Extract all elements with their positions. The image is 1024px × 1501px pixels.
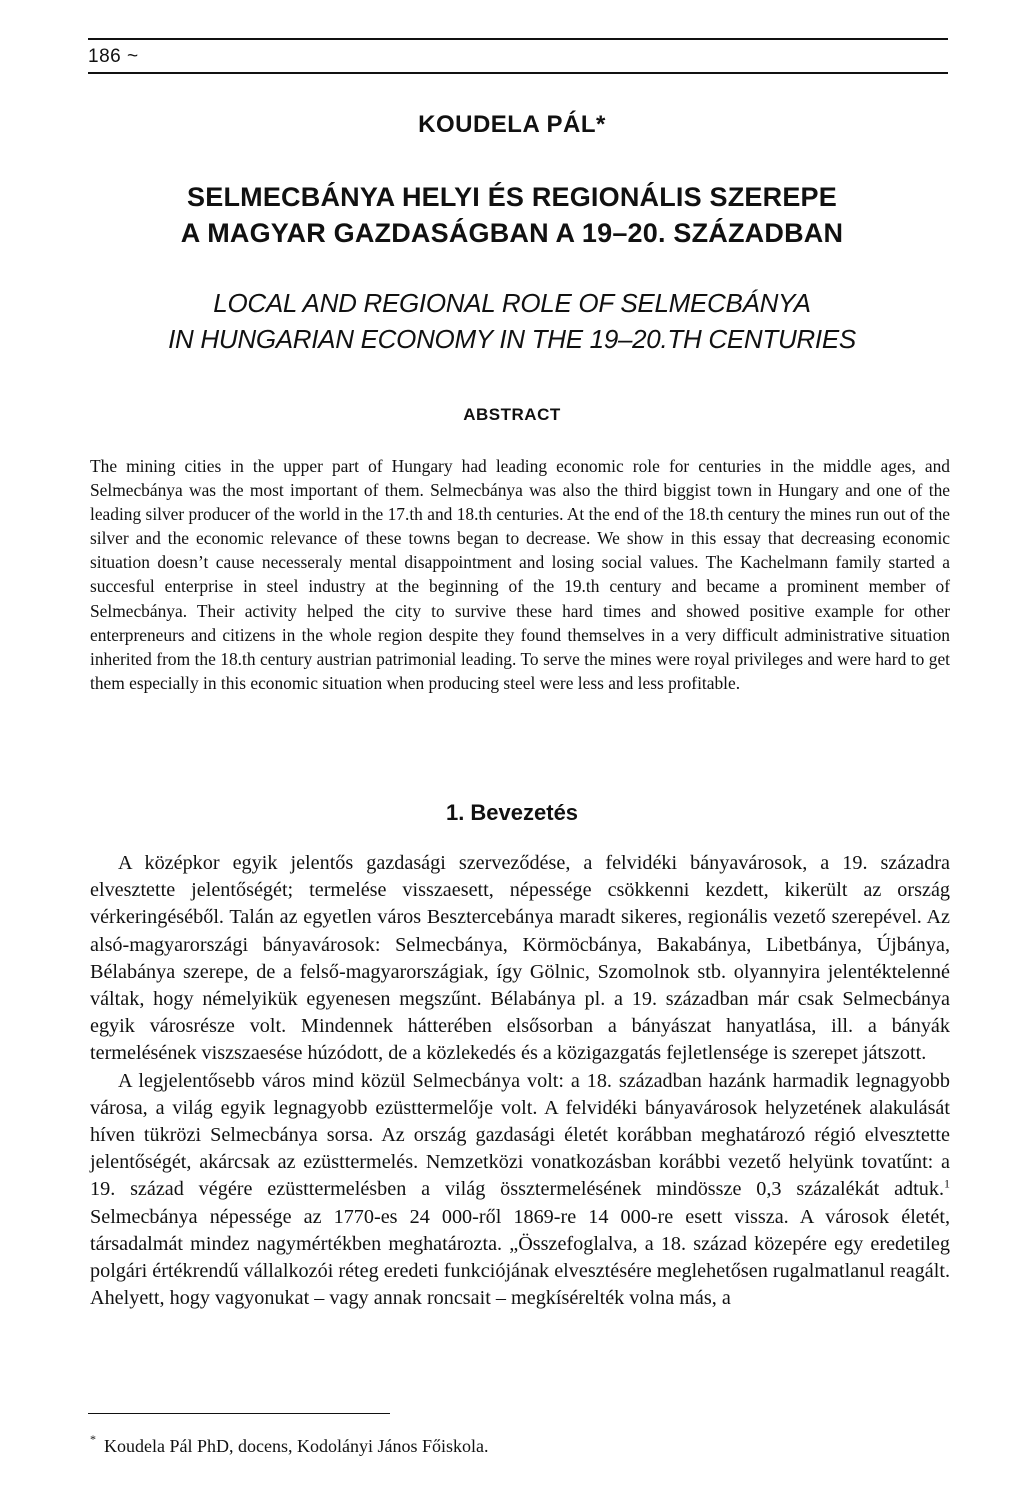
body-paragraph-2-part-1: A legjelentősebb város mind közül Selmecbánya volt: a 18. században hazánk harmadik legnagyobb városa, a világ egyik legnagyobb ezüsttermelője volt. A felvidéki bányavárosok helyzetének alakulását híven tükrözi Selmecbánya sorsa. Az ország gazdasági életét korábban meghatározó régió elvesztette jelentőségét, akárcsak az ezüsttermelés. Nemzetközi vonatkozásban korábbi vezető helyünk tovatűnt: a 19. század végére ezüsttermelésben a világ össztermelésének mindössze 0,3 százalékát adtuk. xyxy=(90,1069,950,1201)
abstract-heading: ABSTRACT xyxy=(463,405,561,424)
title-english-line-2: IN HUNGARIAN ECONOMY IN THE 19–20.TH CENTURIES xyxy=(168,324,856,354)
page-number: 186 ~ xyxy=(88,46,139,67)
body-paragraph-2 xyxy=(90,1068,950,1313)
title-hungarian-line-2: A MAGYAR GAZDASÁGBAN A 19–20. SZÁZADBAN xyxy=(180,218,844,248)
footnote-mark: * xyxy=(90,1432,96,1446)
header-rule-top xyxy=(88,38,948,40)
title-english xyxy=(0,285,1024,357)
footnote-rule xyxy=(88,1413,390,1414)
title-hungarian xyxy=(0,179,1024,251)
footnote-reference: 1 xyxy=(944,1176,950,1191)
section-heading: 1. Bevezetés xyxy=(445,800,579,825)
abstract-text: The mining cities in the upper part of Hungary had leading economic role for centuries in the middle ages, and Selmecbánya was the most important of them. Selmecbánya was also the third biggist town in Hungary and one of the leading silver producer of the world in the 17.th and 18.th centuries. At the end of the 18.th century the mines run out of the silver and the economic relevance of these towns began to decrease. We show in this essay that decreasing economic situation doesn’t cause necesseraly mental disappointment and losing social values. The Kachelmann family started a succesful enterprise in steel industry at the beginning of the 19.th century and became a prominent member of Selmecbánya. Their activity helped the city to survive these hard times and showed positive example for other enterpreneurs and citizens in the whole region despite they found themselves in a very difficult administrative situation inherited from the 18.th century austrian patrimonial leading. To serve the mines were royal privileges and were hard to get them especially in this economic situation when producing steel were less and less profitable. xyxy=(90,456,950,693)
body-text xyxy=(90,850,950,1312)
header-rule-bottom xyxy=(88,72,948,74)
footnote xyxy=(90,1432,489,1457)
author-name: KOUDELA PÁL* xyxy=(418,111,606,138)
title-hungarian-line-1: SELMECBÁNYA HELYI ÉS REGIONÁLIS SZEREPE xyxy=(187,182,837,212)
title-english-line-1: LOCAL AND REGIONAL ROLE OF SELMECBÁNYA xyxy=(213,288,811,318)
body-paragraph-2-part-2: Selmecbánya népessége az 1770-es 24 000-ről 1869-re 14 000-re esett vissza. A városok életét, társadalmát mindez nagymértékben meghatározta. „Összefoglalva, a 18. század közepére egy eredetileg polgári értékrendű vállalkozói réteg eredeti funkciójának elvesztésére meglehetősen rugalmatlanul reagált. Ahelyett, hogy vagyonukat – vagy annak roncsait – megkísérelték volna más, a xyxy=(90,1205,950,1310)
footnote-text: Koudela Pál PhD, docens, Kodolányi János Főiskola. xyxy=(104,1436,489,1456)
body-paragraph-1: A középkor egyik jelentős gazdasági szerveződése, a felvidéki bányavárosok, a 19. századra elvesztette jelentőségét; termelése visszaesett, népessége csökkenni kezdett, kikerült az ország vérkeringéséből. Talán az egyetlen város Besztercebánya maradt sikeres, regionális vezető szerepével. Az alsó-magyarországi bányavárosok: Selmecbánya, Körmöcbánya, Bakabánya, Libetbánya, Újbánya, Bélabánya szerepe, de a felső-magyarországiak, így Gölnic, Szomolnok stb. olyannyira jelentéktelenné váltak, hogy némelyikük egyenesen megszűnt. Bélabánya pl. a 19. században már csak Selmecbánya egyik városrésze volt. Mindennek hátterében elsősorban a bányászat hanyatlása, ill. a bányák termelésének viszszaesése húzódott, de a közlekedés és a közigazgatás fejletlensége is szerepet játszott. xyxy=(90,852,950,1065)
